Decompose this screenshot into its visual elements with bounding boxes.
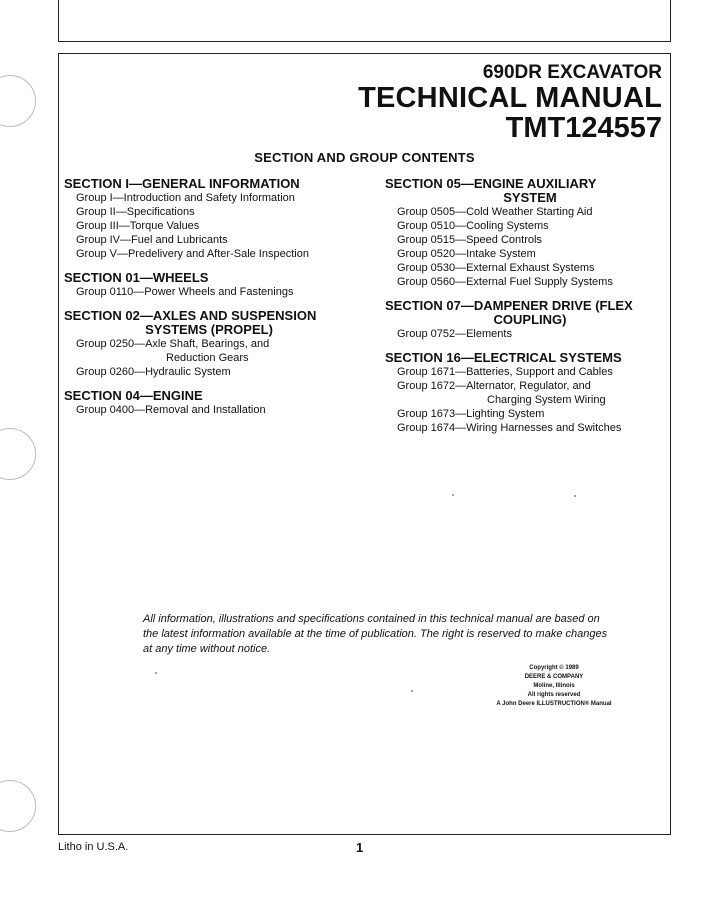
- company-location: Moline, Illinois: [533, 683, 575, 689]
- manual-number: TMT124557: [505, 112, 662, 145]
- right-column: [385, 177, 675, 445]
- section-title: SECTION 02—AXLES AND SUSPENSION SYSTEMS (PROPEL): [64, 308, 317, 337]
- copyright-line: Copyright © 1989: [529, 665, 579, 671]
- footer-litho: Litho in U.S.A.: [58, 841, 129, 853]
- group-item: Group 1673—Lighting System: [397, 408, 545, 420]
- section: [64, 309, 354, 379]
- group-item: Group 0752—Elements: [397, 328, 512, 340]
- section-title: SECTION 04—ENGINE: [64, 388, 203, 403]
- group-item: Group I—Introduction and Safety Information: [76, 192, 295, 204]
- binder-hole-bottom: [0, 780, 36, 832]
- section-title: SECTION 16—ELECTRICAL SYSTEMS: [385, 350, 622, 365]
- group-item: Group IV—Fuel and Lubricants: [76, 234, 228, 246]
- contents-heading: SECTION AND GROUP CONTENTS: [254, 150, 475, 165]
- manual-brand-line: A John Deere ILLUSTRUCTION® Manual: [496, 701, 612, 707]
- copyright-block: [479, 664, 629, 709]
- binder-hole-top: [0, 75, 36, 127]
- group-item: Group 0505—Cold Weather Starting Aid: [397, 206, 593, 218]
- group-item: Group 0250—Axle Shaft, Bearings, and Reduction Gears: [76, 338, 270, 364]
- top-frame: [58, 0, 671, 42]
- section: [64, 389, 354, 417]
- group-item: Group 0515—Speed Controls: [397, 234, 542, 246]
- page-number: 1: [356, 840, 364, 855]
- rights-line: All rights reserved: [527, 692, 581, 698]
- section-title: SECTION 07—DAMPENER DRIVE (FLEX COUPLING): [385, 298, 633, 327]
- company-name: DEERE & COMPANY: [524, 674, 584, 680]
- group-item: Group 0110—Power Wheels and Fastenings: [76, 286, 294, 298]
- section-title: SECTION 01—WHEELS: [64, 270, 209, 285]
- group-item: Group 0520—Intake System: [397, 248, 536, 260]
- section-title: SECTION I—GENERAL INFORMATION: [64, 176, 300, 191]
- group-item: Group II—Specifications: [76, 206, 195, 218]
- group-item: Group 1674—Wiring Harnesses and Switches: [397, 422, 622, 434]
- section: [385, 299, 675, 341]
- title-block: [358, 63, 662, 144]
- left-column: [64, 177, 354, 427]
- binder-hole-middle: [0, 428, 36, 480]
- group-item: Group 0510—Cooling Systems: [397, 220, 549, 232]
- section: [64, 271, 354, 299]
- cover-frame: [58, 53, 671, 835]
- manual-title: TECHNICAL MANUAL: [358, 81, 662, 114]
- section: [385, 351, 675, 435]
- group-item: Group 1671—Batteries, Support and Cables: [397, 366, 613, 378]
- section: [64, 177, 354, 261]
- section-title: SECTION 05—ENGINE AUXILIARY SYSTEM: [385, 176, 597, 205]
- model-title: 690DR EXCAVATOR: [482, 62, 662, 83]
- notice-text: All information, illustrations and specifications contained in this technical manual are based on the latest information available at the time of publication. The right is reserved to make changes at any time without notice.: [143, 613, 608, 655]
- group-item: Group 0530—External Exhaust Systems: [397, 262, 595, 274]
- group-item: Group III—Torque Values: [76, 220, 200, 232]
- group-item: Group 1672—Alternator, Regulator, and Charging System Wiring: [397, 380, 606, 406]
- group-item: Group V—Predelivery and After-Sale Inspection: [76, 248, 309, 260]
- group-item: Group 0560—External Fuel Supply Systems: [397, 276, 613, 288]
- group-item: Group 0400—Removal and Installation: [76, 404, 266, 416]
- section: [385, 177, 675, 289]
- group-item: Group 0260—Hydraulic System: [76, 366, 231, 378]
